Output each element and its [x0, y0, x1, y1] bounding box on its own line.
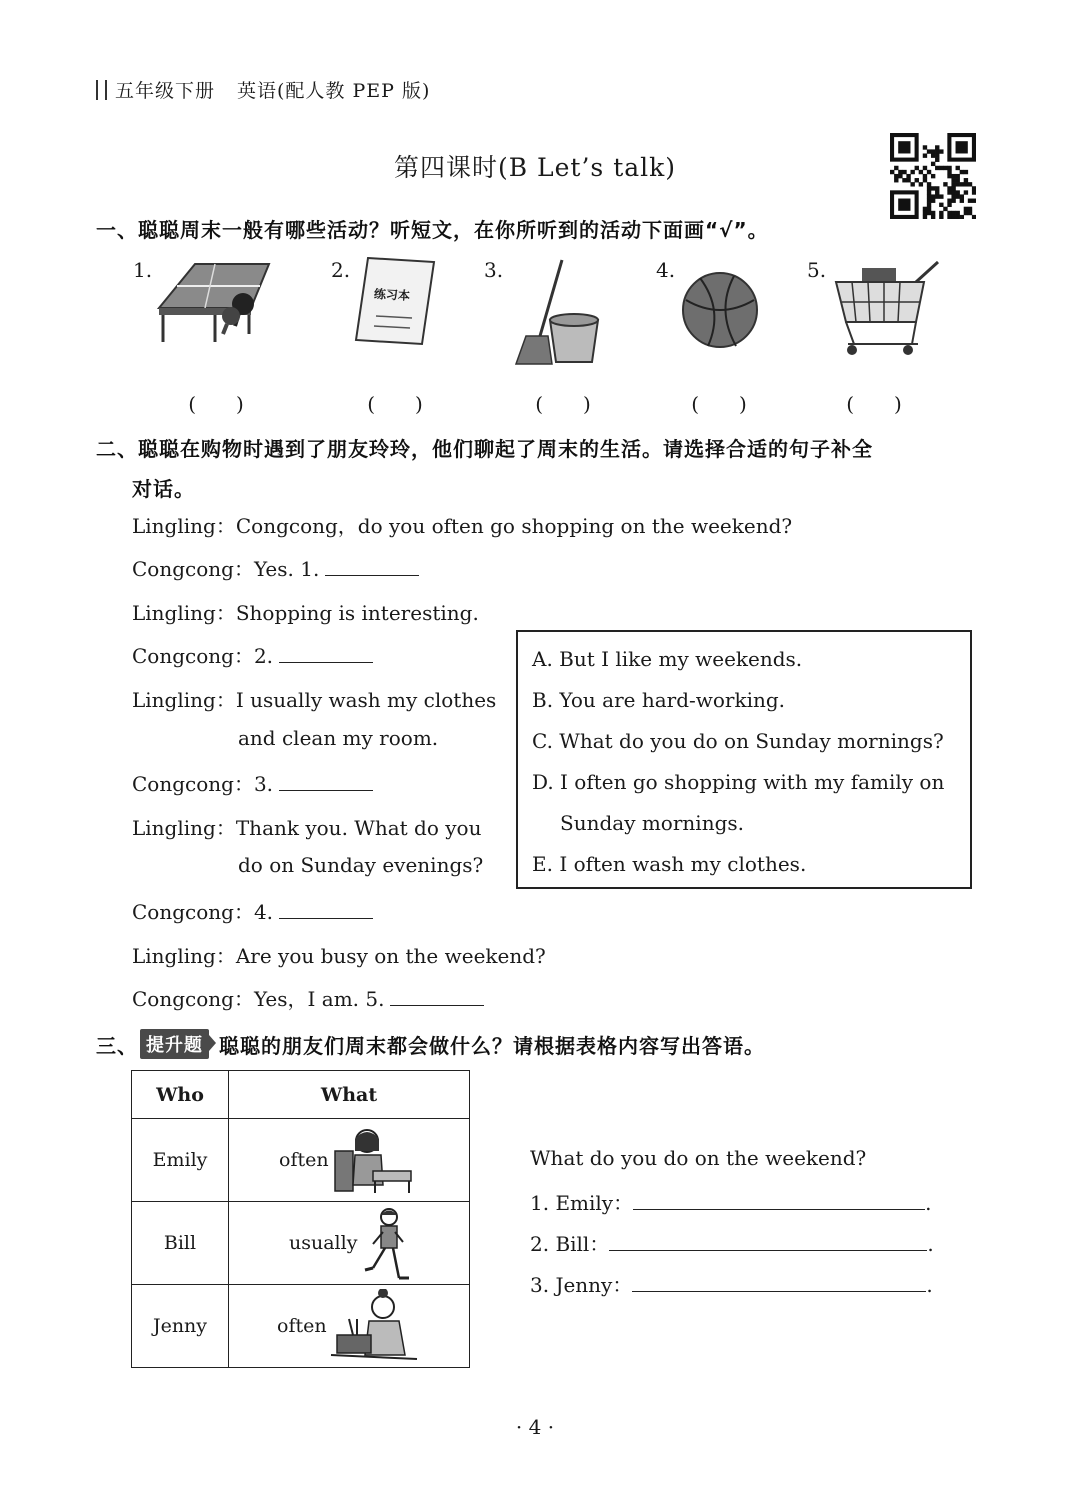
qr-code-icon[interactable] — [890, 133, 976, 219]
section2-title — [96, 429, 986, 509]
girl-cooking-icon — [329, 1289, 419, 1365]
answer-line — [530, 1228, 934, 1257]
answer-period: . — [926, 1273, 933, 1297]
row-who: Emily — [132, 1119, 229, 1202]
dialogue-line — [132, 597, 479, 626]
dialogue-text: Yes. 1. — [253, 557, 320, 581]
option-a: A. But I like my weekends. — [532, 647, 803, 671]
dialogue-text: I usually wash my clothes — [235, 688, 497, 712]
dialogue-text: Congcong，do you often go shopping on the weekend? — [235, 514, 793, 538]
speaker: Lingling： — [132, 514, 236, 538]
row-who: Bill — [132, 1202, 229, 1285]
header-bars — [96, 80, 107, 100]
speaker: Lingling： — [132, 816, 236, 840]
option-e: E. I often wash my clothes. — [532, 852, 807, 876]
dialogue-line — [132, 896, 373, 925]
answer-blank[interactable] — [632, 1271, 926, 1292]
row-who: Jenny — [132, 1285, 229, 1368]
answer-paren[interactable]: ( ) — [535, 392, 591, 416]
section1-title: 一、聪聪周末一般有哪些活动？听短文，在你所听到的活动下面画“√”。 — [96, 218, 769, 242]
item-number: 1. — [133, 258, 153, 282]
dialogue-line — [132, 640, 373, 669]
dialogue-text: 3. — [253, 772, 274, 796]
dialogue-line — [132, 812, 481, 841]
item-number: 2. — [331, 258, 351, 282]
answer-period: . — [927, 1232, 934, 1256]
header-subject: 英语(配人教 PEP 版) — [237, 80, 431, 102]
section3-question: What do you do on the weekend? — [530, 1146, 867, 1170]
table-row — [132, 1119, 470, 1202]
page-header — [96, 76, 430, 103]
dialogue-text: 4. — [253, 900, 274, 924]
lesson-title: 第四课时(B Let’s talk) — [393, 153, 677, 182]
section3-title-text: 聪聪的朋友们周末都会做什么？请根据表格内容写出答语。 — [219, 1033, 765, 1058]
option-c: C. What do you do on Sunday mornings? — [532, 729, 944, 753]
dialogue-line — [132, 940, 546, 969]
dialogue-text: Are you busy on the weekend? — [235, 944, 546, 968]
basketball-icon — [680, 270, 760, 350]
dialogue-text: Shopping is interesting. — [235, 601, 479, 625]
section2-title-line2: 对话。 — [132, 477, 195, 501]
speaker: Lingling： — [132, 688, 236, 712]
item-number: 4. — [656, 258, 676, 282]
section2-title-line1: 二、聪聪在购物时遇到了朋友玲玲，他们聊起了周末的生活。请选择合适的句子补全 — [96, 437, 873, 461]
option-d: D. I often go shopping with my family on — [532, 770, 945, 794]
answer-blank[interactable] — [279, 900, 373, 919]
girl-reading-icon — [333, 1125, 413, 1195]
dialogue-continuation: and clean my room. — [238, 726, 439, 750]
answer-blank[interactable] — [609, 1230, 927, 1251]
row-frequency: often — [279, 1149, 329, 1171]
dialogue-text: 2. — [253, 644, 274, 668]
speaker: Lingling： — [132, 944, 236, 968]
row-what — [229, 1285, 470, 1368]
dialogue-continuation: do on Sunday evenings? — [238, 853, 484, 877]
dialogue-line — [132, 553, 419, 582]
row-frequency: often — [277, 1315, 327, 1337]
row-what — [229, 1202, 470, 1285]
row-what — [229, 1119, 470, 1202]
speaker: Congcong： — [132, 772, 254, 796]
dialogue-line — [132, 768, 373, 797]
answer-label: 1. Emily： — [530, 1191, 634, 1215]
speaker: Congcong： — [132, 900, 254, 924]
exercise-book-icon — [354, 256, 436, 346]
dialogue-text: Thank you. What do you — [235, 816, 482, 840]
section3-title — [96, 1029, 765, 1059]
answer-blank[interactable] — [279, 772, 373, 791]
options-box — [516, 630, 972, 889]
dialogue-text: Yes，I am. 5. — [253, 987, 385, 1011]
speaker: Lingling： — [132, 601, 236, 625]
header-grade: 五年级下册 — [115, 80, 216, 102]
header-who: Who — [132, 1071, 229, 1119]
table-header-row — [132, 1071, 470, 1119]
answer-line — [530, 1187, 931, 1216]
table-row — [132, 1202, 470, 1285]
boy-running-icon — [363, 1206, 413, 1282]
answer-blank[interactable] — [390, 987, 484, 1006]
shopping-cart-icon — [832, 256, 944, 358]
speaker: Congcong： — [132, 557, 254, 581]
exercise-book-label: 练习本 — [373, 287, 411, 303]
answer-paren[interactable]: ( ) — [691, 392, 747, 416]
item-number: 5. — [807, 258, 827, 282]
answer-blank[interactable] — [325, 557, 419, 576]
item-number: 3. — [484, 258, 504, 282]
speaker: Congcong： — [132, 644, 254, 668]
speaker: Congcong： — [132, 987, 254, 1011]
row-frequency: usually — [289, 1232, 358, 1254]
answer-paren[interactable]: ( ) — [367, 392, 423, 416]
answer-label: 3. Jenny： — [530, 1273, 633, 1297]
table-row — [132, 1285, 470, 1368]
activity-table — [131, 1070, 470, 1368]
answer-paren[interactable]: ( ) — [846, 392, 902, 416]
option-d-continuation: Sunday mornings. — [560, 811, 744, 835]
page-number: · 4 · — [515, 1415, 555, 1439]
header-what: What — [229, 1071, 470, 1119]
dialogue-line — [132, 510, 792, 539]
answer-period: . — [925, 1191, 932, 1215]
section3-prefix: 三、 — [96, 1033, 138, 1058]
answer-paren[interactable]: ( ) — [188, 392, 244, 416]
ping-pong-table-icon — [155, 258, 273, 350]
dialogue-line — [132, 684, 496, 713]
dialogue-line — [132, 983, 484, 1012]
answer-blank[interactable] — [633, 1189, 925, 1210]
option-b: B. You are hard-working. — [532, 688, 786, 712]
broom-bucket-icon — [512, 256, 604, 368]
answer-label: 2. Bill： — [530, 1232, 610, 1256]
answer-blank[interactable] — [279, 644, 373, 663]
answer-line — [530, 1269, 933, 1298]
advanced-tag: 提升题 — [140, 1029, 209, 1059]
